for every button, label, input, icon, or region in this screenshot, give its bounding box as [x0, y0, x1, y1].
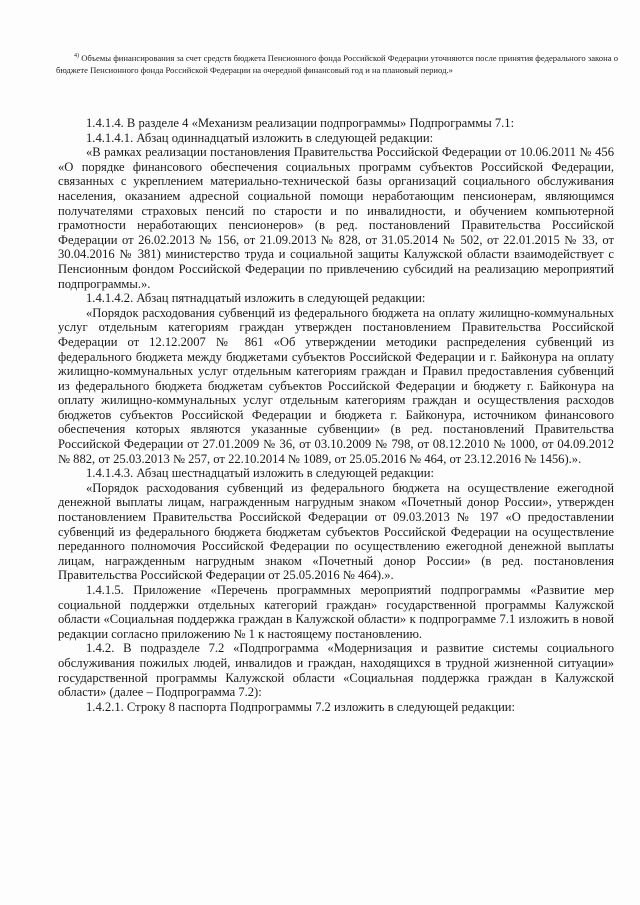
paragraph-1-4-1-4-3-text: «Порядок расходования субвенций из федерального бюджета на осуществление ежегодной денежной выплаты лицам, награжденным нагрудным знаком «Почетный донор России», утвержден постановлением Правительства Российской Федерации от 09.03.2013 № 197 «О предоставлении субвенций из федерального бюджета бюджетам субъектов Российской Федерации на осуществление переданного полномочия Российской Федерации по осуществлению ежегодной денежной выплаты лицам, награжденным нагрудным знаком «Почетный донор России» (в ред. постановления Правительства Российской Федерации от 25.05.2016 № 464).».	[58, 480, 614, 583]
paragraph-1-4-1-4-1-heading: 1.4.1.4.1. Абзац одиннадцатый изложить в следующей редакции:	[86, 130, 434, 145]
paragraph-1-4-2-1: 1.4.2.1. Строку 8 паспорта Подпрограммы 7.2 изложить в следующей редакции:	[86, 699, 516, 714]
footnote-text: Объемы финансирования за счет средств бюджета Пенсионного фонда Российской Федерации уточняются после принятия федерального закона о бюджете Пенсионного фонда Российской Федерации на очередной финансовый год и на плановый период.»	[56, 53, 618, 75]
paragraph-section-1-4-1-4: 1.4.1.4. В разделе 4 «Механизм реализации подпрограммы» Подпрограммы 7.1:	[86, 116, 515, 130]
document-body	[58, 116, 614, 714]
paragraph-1-4-2: 1.4.2. В подразделе 7.2 «Подпрограмма «Модернизация и развитие системы социального обслуживания пожилых людей, инвалидов и граждан, находящихся в трудной жизненной ситуации» государственной программы Калужской области «Социальная поддержка граждан в Калужской области» (далее – Подпрограмма 7.2):	[58, 641, 614, 700]
paragraph-1-4-1-4-1-text: «В рамках реализации постановления Правительства Российской Федерации от 10.06.2011 № 456 «О порядке финансового обеспечения социальных программ субъектов Российской Федерации, связанных с укреплением материально-технической базы организаций социального обслуживания населения, оказанием адресной социальной помощи неработающим пенсионерам, являющимся получателями страховых пенсий по старости и по инвалидности, и обучением компьютерной грамотности неработающих пенсионеров» (в ред. постановлений Правительства Российской Федерации от 26.02.2013 № 156, от 21.09.2013 № 828, от 31.05.2014 № 502, от 22.01.2015 № 33, от 30.04.2016 № 381) министерство труда и социальной защиты Калужской области взаимодействует с Пенсионным фондом Российской Федерации по привлечению субсидий на реализацию мероприятий подпрограммы.».	[58, 145, 614, 291]
paragraph-1-4-1-5: 1.4.1.5. Приложение «Перечень программных мероприятий подпрограммы «Развитие мер социальной поддержки отдельных категорий граждан» государственной программы Калужской области «Социальная поддержка граждан в Калужской области» к подпрограмме 7.1 изложить в новой редакции согласно приложению № 1 к настоящему постановлению.	[58, 583, 614, 641]
footnote-marker: 4)	[74, 53, 79, 60]
paragraph-1-4-1-4-2-heading: 1.4.1.4.2. Абзац пятнадцатый изложить в следующей редакции:	[86, 291, 426, 306]
paragraph-1-4-1-4-3-heading: 1.4.1.4.3. Абзац шестнадцатый изложить в следующей редакции:	[86, 466, 435, 481]
footnote	[56, 52, 618, 76]
paragraph-1-4-1-4-2-text: «Порядок расходования субвенций из федерального бюджета на оплату жилищно-коммунальных услуг отдельным категориям граждан утвержден постановлением Правительства Российской Федерации от 12.12.2007 № 861 «Об утверждении методики распределения субвенций из федерального бюджета между бюджетами субъектов Российской Федерации и г. Байконура на оплату жилищно-коммунальных услуг отдельным категориям граждан и Правил предоставления субвенций из федерального бюджета бюджетам субъектов Российской Федерации и бюджету г. Байконура на оплату жилищно-коммунальных услуг отдельным категориям граждан и осуществления расходов бюджетов субъектов Российской Федерации и бюджета г. Байконура, источником финансового обеспечения которых являются указанные субвенции» (в ред. постановлений Правительства Российской Федерации от 27.01.2009 № 36, от 03.10.2009 № 798, от 08.12.2010 № 1000, от 04.09.2012 № 882, от 25.03.2013 № 257, от 22.10.2014 № 1089, от 25.05.2016 № 464, от 23.12.2016 № 1456).».	[58, 305, 614, 466]
